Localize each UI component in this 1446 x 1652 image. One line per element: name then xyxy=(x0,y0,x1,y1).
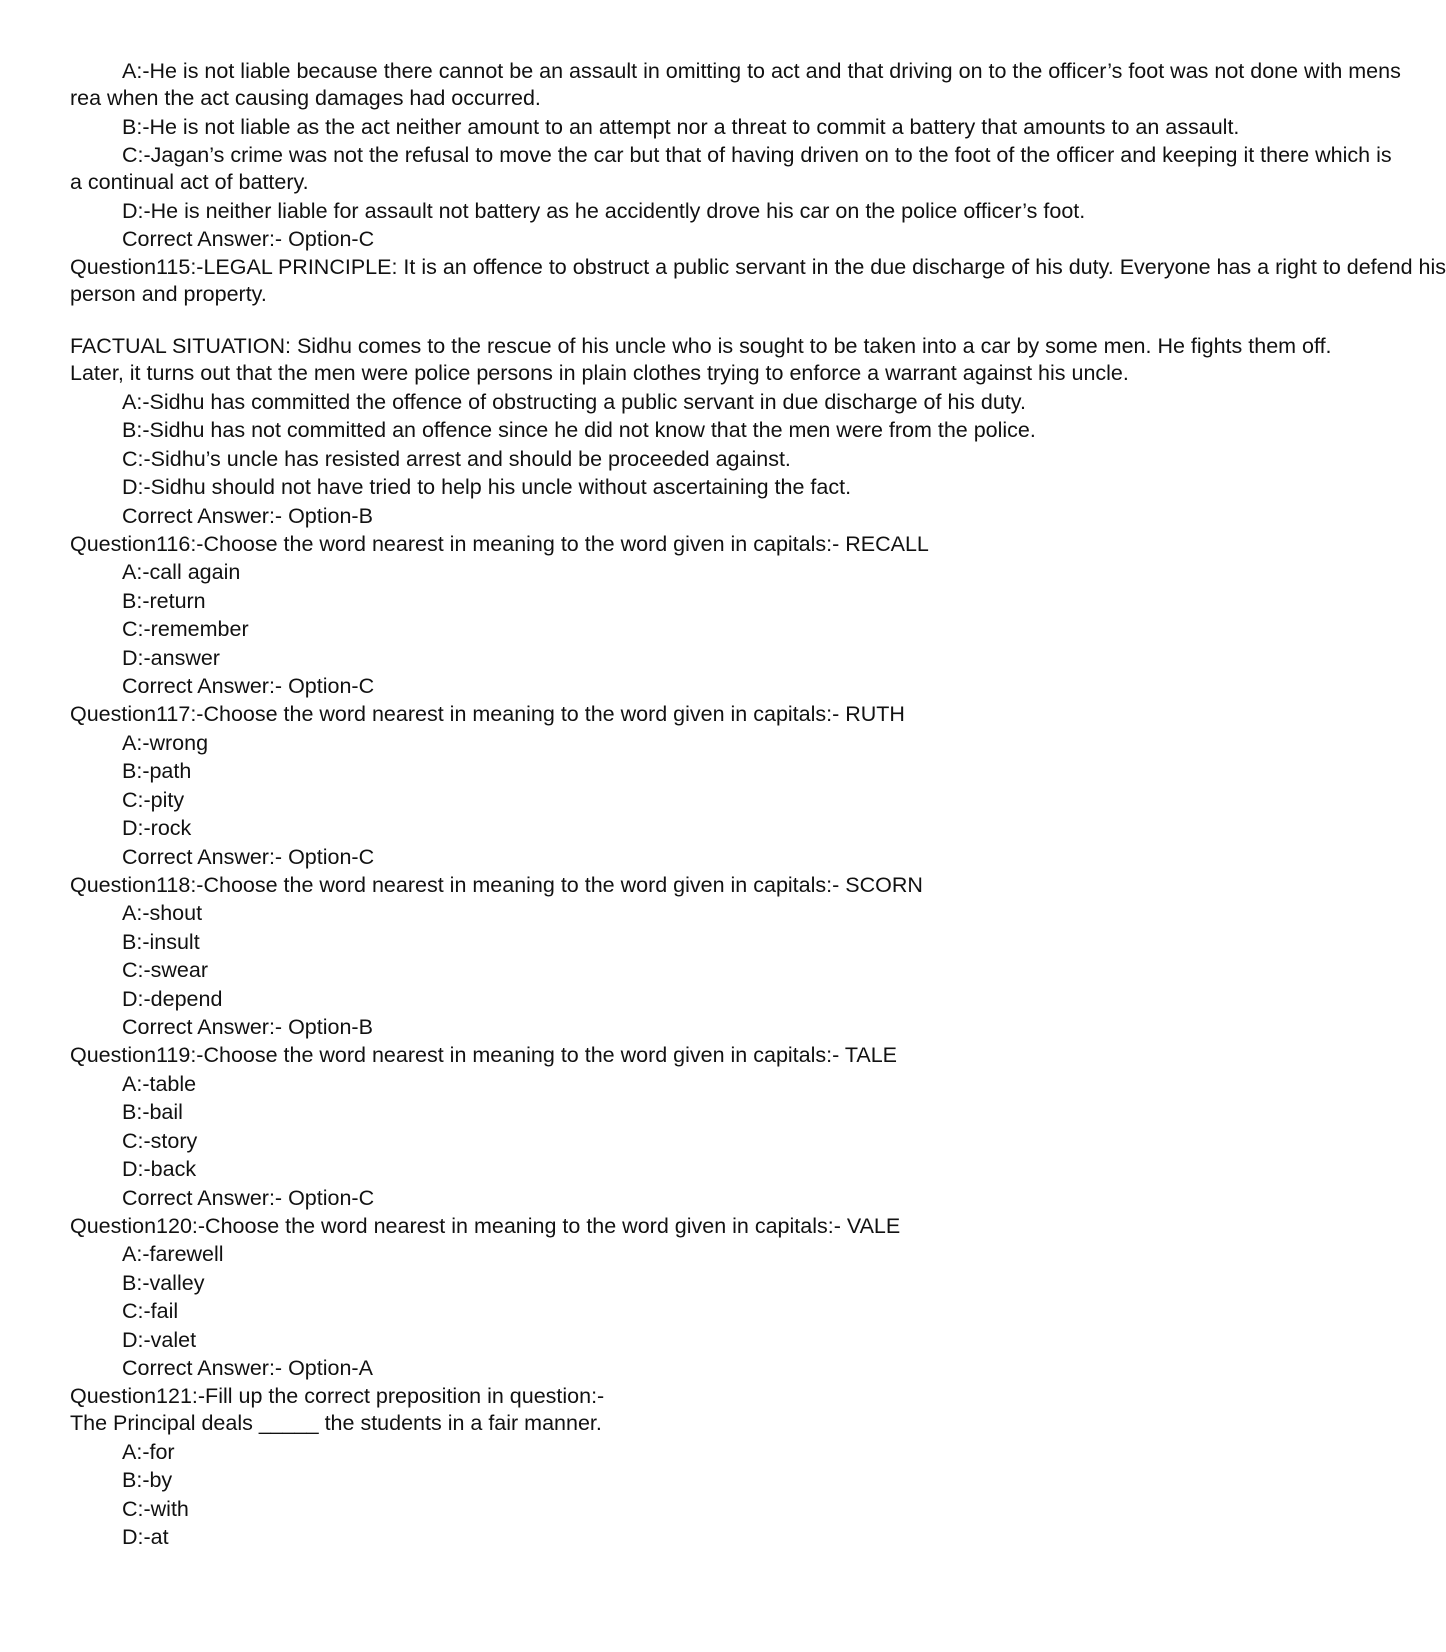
question-block-121 xyxy=(70,1383,1220,1551)
option-d: D:-rock xyxy=(122,816,192,840)
option-b: B:-return xyxy=(122,588,206,613)
option-c-line-1: C:-Jagan’s crime was not the refusal to move the car but that of having driven on to the foot of the officer and keeping it there which is xyxy=(122,143,1392,167)
question-text-line-2: person and property. xyxy=(70,282,267,306)
document-page xyxy=(70,58,1446,1551)
question-text-line-2: The Principal deals _____ the students in a fair manner. xyxy=(70,1411,602,1435)
question-block-115 xyxy=(70,254,1446,530)
question-block-116 xyxy=(70,531,1220,701)
blank-line xyxy=(70,308,1220,333)
option-a: A:-call again xyxy=(122,560,241,584)
option-c-line-2: a continual act of battery. xyxy=(70,170,309,194)
option-c: C:-story xyxy=(122,1128,198,1153)
option-c: C:-Sidhu’s uncle has resisted arrest and should be proceeded against. xyxy=(122,446,791,471)
question-block-114 xyxy=(70,58,1401,253)
question-text-line-1: Question115:-LEGAL PRINCIPLE: It is an offence to obstruct a public servant in the due discharge of his duty. Everyone has a right to defend his xyxy=(70,255,1446,279)
option-a: A:-shout xyxy=(122,901,203,925)
option-a: A:-table xyxy=(122,1071,197,1096)
option-b: B:-path xyxy=(122,759,192,783)
question-text: Question118:-Choose the word nearest in meaning to the word given in capitals:- SCORN xyxy=(70,872,923,897)
option-a: A:-Sidhu has committed the offence of obstructing a public servant in due discharge of his duty. xyxy=(122,389,1026,414)
option-c: C:-remember xyxy=(122,617,249,641)
option-d: D:-answer xyxy=(122,645,220,670)
question-block-117 xyxy=(70,701,1220,871)
option-d: D:-at xyxy=(122,1525,169,1549)
correct-answer: Correct Answer:- Option-A xyxy=(122,1356,373,1380)
question-text: Question117:-Choose the word nearest in meaning to the word given in capitals:- RUTH xyxy=(70,702,905,726)
correct-answer: Correct Answer:- Option-C xyxy=(122,844,375,869)
option-d: D:-valet xyxy=(122,1327,197,1352)
question-text: Question116:-Choose the word nearest in meaning to the word given in capitals:- RECALL xyxy=(70,531,929,556)
option-b: B:-Sidhu has not committed an offence since he did not know that the men were from the police. xyxy=(122,418,1036,442)
option-c: C:-pity xyxy=(122,787,185,812)
option-a: A:-wrong xyxy=(122,730,209,755)
factual-situation-line-1: FACTUAL SITUATION: Sidhu comes to the rescue of his uncle who is sought to be taken into a car by some men. He fights them off. xyxy=(70,334,1332,358)
question-text: Question119:-Choose the word nearest in meaning to the word given in capitals:- TALE xyxy=(70,1043,898,1067)
option-a: A:-for xyxy=(122,1439,175,1464)
correct-answer: Correct Answer:- Option-C xyxy=(122,227,375,251)
option-d: D:-back xyxy=(122,1157,197,1181)
correct-answer: Correct Answer:- Option-B xyxy=(122,503,373,528)
factual-situation-line-2: Later, it turns out that the men were police persons in plain clothes trying to enforce a warrant against his uncle. xyxy=(70,361,1129,385)
option-a-line-1: A:-He is not liable because there cannot be an assault in omitting to act and that driving on to the officer’s foot was not done with mens xyxy=(122,59,1401,83)
option-a: A:-farewell xyxy=(122,1242,224,1266)
option-a-line-2: rea when the act causing damages had occurred. xyxy=(70,86,541,110)
option-d: D:-depend xyxy=(122,986,223,1011)
question-block-119 xyxy=(70,1042,1220,1212)
question-block-118 xyxy=(70,872,1220,1042)
correct-answer: Correct Answer:- Option-C xyxy=(122,1185,375,1210)
option-c: C:-fail xyxy=(122,1299,179,1323)
question-block-120 xyxy=(70,1213,1220,1383)
option-c: C:-swear xyxy=(122,958,209,982)
option-d: D:-He is neither liable for assault not battery as he accidently drove his car on the police officer’s foot. xyxy=(122,198,1086,223)
question-text-line-1: Question121:-Fill up the correct preposition in question:- xyxy=(70,1384,605,1408)
option-b: B:-insult xyxy=(122,929,200,954)
correct-answer: Correct Answer:- Option-B xyxy=(122,1015,373,1039)
option-b: B:-valley xyxy=(122,1270,205,1295)
correct-answer: Correct Answer:- Option-C xyxy=(122,674,375,698)
option-b: B:-by xyxy=(122,1468,173,1492)
question-text: Question120:-Choose the word nearest in meaning to the word given in capitals:- VALE xyxy=(70,1213,901,1238)
option-d: D:-Sidhu should not have tried to help his uncle without ascertaining the fact. xyxy=(122,475,852,499)
option-b: B:-He is not liable as the act neither amount to an attempt nor a threat to commit a battery that amounts to an assault. xyxy=(122,114,1240,139)
option-b: B:-bail xyxy=(122,1100,183,1124)
option-c: C:-with xyxy=(122,1496,189,1521)
